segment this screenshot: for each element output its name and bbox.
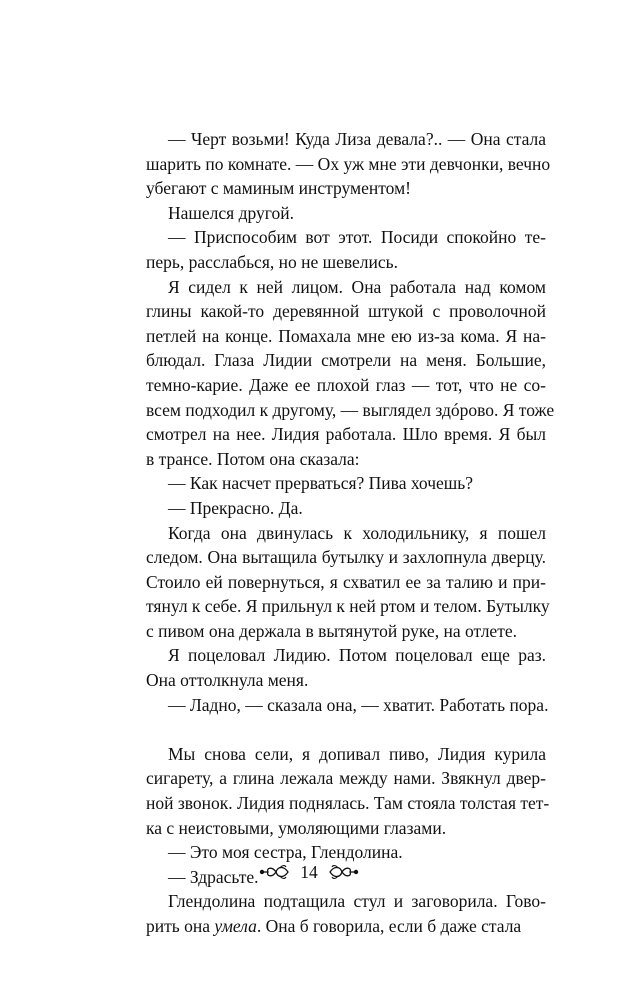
text-line: петлей на конце. Помахала мне ею из-за кома. Я на- (146, 325, 546, 346)
text-line: тянул к себе. Я прильнул к ней ртом и телом. Бутылку (146, 596, 550, 617)
text-line: — Это моя сестра, Глендолина. (168, 842, 403, 863)
page-footer (0, 858, 618, 884)
text-line: — Как насчет прерваться? Пива хочешь? (168, 473, 474, 494)
text-line: следом. Она вытащила бутылку и захлопнула дверцу. (146, 547, 546, 568)
text-line: глины какой-то деревянной штукой с проволочной (146, 301, 546, 322)
text-line: Я поцеловал Лидию. Потом поцеловал еще раз. (168, 645, 546, 666)
page-number: 14 (300, 861, 318, 882)
text-line: Мы снова сели, я допивал пиво, Лидия курила (168, 743, 546, 764)
text-line: — Ладно, — сказала она, — хватит. Работать пора. (168, 694, 549, 715)
text-line: перь, расслабься, но не шевелись. (146, 251, 399, 272)
text-line: в трансе. Потом она сказала: (146, 448, 360, 469)
text-line: Глендолина подтащила стул и заговорила. Гово- (168, 891, 546, 912)
text-line: Стоило ей повернуться, я схватил ее за талию и при- (146, 571, 546, 592)
text-line: рить она умела. Она б говорила, если б даже стала (146, 916, 522, 936)
text-line: — Здрасьте. (168, 866, 259, 887)
text-line: Нашелся другой. (168, 202, 294, 223)
text-line: ка с неистовыми, умоляющими глазами. (146, 817, 447, 838)
text-line: всем подходил к другому, — выглядел здóрово. Я тоже (146, 399, 555, 420)
text-line: с пивом она держала в вытянутой руке, на отлете. (146, 620, 517, 641)
text-line: темно-карие. Даже ее плохой глаз — тот, что не со- (146, 374, 546, 395)
text-line: Она оттолкнула меня. (146, 670, 309, 691)
text-line: шарить по комнате. — Ох уж мне эти девчонки, вечно (146, 153, 551, 174)
left-ornament-icon (256, 863, 290, 881)
text-line: сигарету, а глина лежала между нами. Звякнул двер- (146, 768, 546, 789)
text-line: — Приспособим вот этот. Посиди спокойно те- (168, 227, 546, 248)
text-line: Я сидел к ней лицом. Она работала над комом (168, 276, 546, 297)
text-line: смотрел на нее. Лидия работала. Шло время. Я был (146, 424, 546, 445)
body-text (146, 127, 555, 939)
text-line: — Черт возьми! Куда Лиза девала?.. — Она стала (168, 129, 546, 149)
text-line: убегают с маминым инструментом! (146, 178, 411, 199)
text-line: блюдал. Глаза Лидии смотрели на меня. Большие, (146, 350, 546, 371)
text-line: Когда она двинулась к холодильнику, я пошел (168, 522, 546, 543)
paragraph-gap (146, 717, 546, 742)
text-line: ной звонок. Лидия поднялась. Там стояла толстая тет- (146, 793, 550, 814)
right-ornament-icon (328, 863, 362, 881)
text-line: — Прекрасно. Да. (168, 497, 303, 518)
